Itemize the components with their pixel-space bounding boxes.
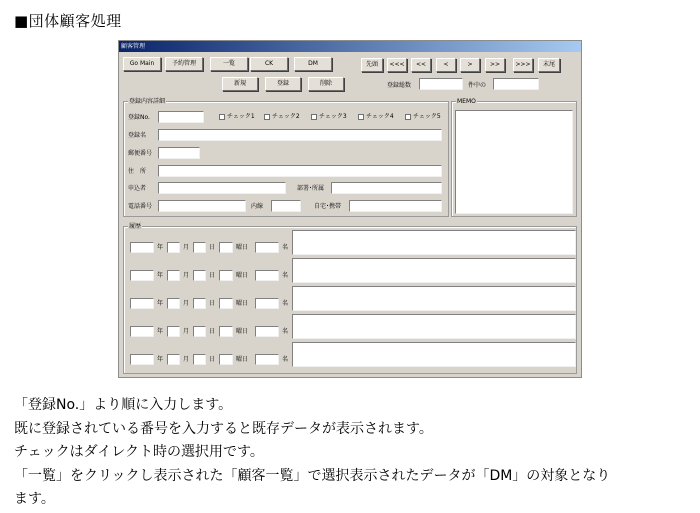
- history-weekday-field[interactable]: [219, 270, 233, 281]
- history-row: [124, 286, 576, 311]
- history-note-field[interactable]: [292, 230, 576, 255]
- year-unit: 年: [157, 272, 164, 279]
- forward-3-button[interactable]: >>>: [513, 58, 533, 72]
- extension-label: 内線: [251, 203, 264, 210]
- history-people-field[interactable]: [255, 270, 279, 281]
- history-month-field[interactable]: [167, 326, 180, 337]
- history-day-field[interactable]: [193, 354, 206, 365]
- check-4[interactable]: チェック4: [358, 112, 394, 122]
- people-unit: 名: [282, 300, 289, 307]
- memo-textarea[interactable]: [455, 110, 573, 214]
- dm-button[interactable]: DM: [294, 57, 332, 71]
- history-month-field[interactable]: [167, 242, 180, 253]
- reg-no-label: 登録No.: [128, 114, 150, 121]
- memo-group: [451, 98, 577, 217]
- ck-button[interactable]: CK: [250, 57, 288, 71]
- back-1-button[interactable]: <: [436, 58, 456, 72]
- history-year-field[interactable]: [130, 354, 154, 365]
- home-mobile-field[interactable]: [349, 200, 442, 212]
- day-unit: 日: [209, 328, 216, 335]
- weekday-unit: 曜日: [236, 328, 249, 335]
- history-year-field[interactable]: [130, 242, 154, 253]
- back-2-button[interactable]: <<: [411, 58, 431, 72]
- day-unit: 日: [209, 272, 216, 279]
- reservation-button[interactable]: 予約管理: [165, 57, 203, 71]
- checkbox-icon: [219, 114, 225, 120]
- history-row: [124, 342, 576, 367]
- forward-2-button[interactable]: >>: [485, 58, 505, 72]
- weekday-unit: 曜日: [236, 244, 249, 251]
- history-month-field[interactable]: [167, 298, 180, 309]
- go-main-button[interactable]: Go Main: [123, 57, 161, 71]
- history-day-field[interactable]: [193, 270, 206, 281]
- history-note-field[interactable]: [292, 258, 576, 283]
- description-line-3: チェックはダイレクト時の選択用です。: [14, 444, 264, 460]
- history-day-field[interactable]: [193, 242, 206, 253]
- weekday-unit: 曜日: [236, 356, 249, 363]
- department-field[interactable]: [331, 182, 442, 194]
- register-button[interactable]: 登録: [265, 77, 301, 91]
- history-weekday-field[interactable]: [219, 298, 233, 309]
- month-unit: 月: [183, 244, 190, 251]
- extension-field[interactable]: [271, 200, 301, 212]
- forward-1-button[interactable]: >: [460, 58, 480, 72]
- history-weekday-field[interactable]: [219, 354, 233, 365]
- history-people-field[interactable]: [255, 242, 279, 253]
- check-1[interactable]: チェック1: [219, 112, 255, 122]
- year-unit: 年: [157, 300, 164, 307]
- history-people-field[interactable]: [255, 298, 279, 309]
- applicant-field[interactable]: [158, 182, 286, 194]
- current-of-label: 件中の: [468, 82, 487, 89]
- history-weekday-field[interactable]: [219, 242, 233, 253]
- department-label: 部署･所属: [297, 185, 325, 192]
- home-mobile-label: 自宅･携帯: [314, 203, 342, 210]
- checkbox-icon: [358, 114, 364, 120]
- applicant-label: 申込者: [128, 185, 147, 192]
- month-unit: 月: [183, 356, 190, 363]
- reg-no-field[interactable]: [158, 111, 204, 123]
- check-5[interactable]: チェック5: [405, 112, 441, 122]
- checkbox-icon: [405, 114, 411, 120]
- history-note-field[interactable]: [292, 342, 576, 367]
- back-3-button[interactable]: <<<: [387, 58, 407, 72]
- page-heading: ■団体顧客処理: [14, 12, 122, 30]
- delete-button[interactable]: 削除: [308, 77, 344, 91]
- history-row: [124, 314, 576, 339]
- address-label: 住 所: [128, 168, 147, 175]
- checkbox-icon: [264, 114, 270, 120]
- history-people-field[interactable]: [255, 326, 279, 337]
- history-group: [123, 223, 577, 374]
- day-unit: 日: [209, 244, 216, 251]
- list-button[interactable]: 一覧: [210, 57, 248, 71]
- memo-title: MEMO: [457, 98, 476, 105]
- details-group-title: 登録内容詳細: [129, 98, 166, 105]
- new-button[interactable]: 新規: [222, 77, 258, 91]
- weekday-unit: 曜日: [236, 272, 249, 279]
- history-title: 履歴: [129, 223, 142, 230]
- month-unit: 月: [183, 272, 190, 279]
- description-line-4: 「一覧」をクリックし表示された「顧客一覧」で選択表示されたデータが「DM」の対象となり: [14, 468, 611, 484]
- people-unit: 名: [282, 244, 289, 251]
- check-3[interactable]: チェック3: [311, 112, 347, 122]
- year-unit: 年: [157, 244, 164, 251]
- history-note-field[interactable]: [292, 286, 576, 311]
- history-month-field[interactable]: [167, 270, 180, 281]
- history-row: [124, 230, 576, 255]
- check-2[interactable]: チェック2: [264, 112, 300, 122]
- history-year-field[interactable]: [130, 298, 154, 309]
- weekday-unit: 曜日: [236, 300, 249, 307]
- year-unit: 年: [157, 356, 164, 363]
- history-year-field[interactable]: [130, 326, 154, 337]
- reg-name-field[interactable]: [158, 129, 442, 141]
- postal-code-field[interactable]: [158, 147, 200, 159]
- month-unit: 月: [183, 300, 190, 307]
- total-count-field: [419, 78, 463, 90]
- people-unit: 名: [282, 328, 289, 335]
- day-unit: 日: [209, 356, 216, 363]
- history-year-field[interactable]: [130, 270, 154, 281]
- month-unit: 月: [183, 328, 190, 335]
- current-count-field: [493, 78, 539, 90]
- history-month-field[interactable]: [167, 354, 180, 365]
- description-line-2: 既に登録されている番号を入力すると既存データが表示されます。: [14, 421, 433, 437]
- description-line-5: ます。: [14, 491, 55, 507]
- history-note-field[interactable]: [292, 314, 576, 339]
- postal-code-label: 郵便番号: [128, 150, 153, 157]
- total-count-label: 登録総数: [387, 82, 412, 89]
- day-unit: 日: [209, 300, 216, 307]
- address-field[interactable]: [158, 165, 442, 177]
- description-line-1: 「登録No.」より順に入力します。: [14, 397, 233, 413]
- details-group: [123, 98, 449, 217]
- reg-name-label: 登録名: [128, 132, 147, 139]
- phone-label: 電話番号: [128, 203, 153, 210]
- checkbox-icon: [311, 114, 317, 120]
- phone-field[interactable]: [158, 200, 246, 212]
- history-day-field[interactable]: [193, 326, 206, 337]
- last-record-button[interactable]: 末尾: [538, 58, 560, 72]
- history-weekday-field[interactable]: [219, 326, 233, 337]
- first-record-button[interactable]: 先頭: [361, 58, 383, 72]
- customer-management-window: [118, 40, 582, 378]
- history-people-field[interactable]: [255, 354, 279, 365]
- window-titlebar: 顧客管理: [119, 41, 581, 52]
- history-row: [124, 258, 576, 283]
- year-unit: 年: [157, 328, 164, 335]
- people-unit: 名: [282, 272, 289, 279]
- history-day-field[interactable]: [193, 298, 206, 309]
- people-unit: 名: [282, 356, 289, 363]
